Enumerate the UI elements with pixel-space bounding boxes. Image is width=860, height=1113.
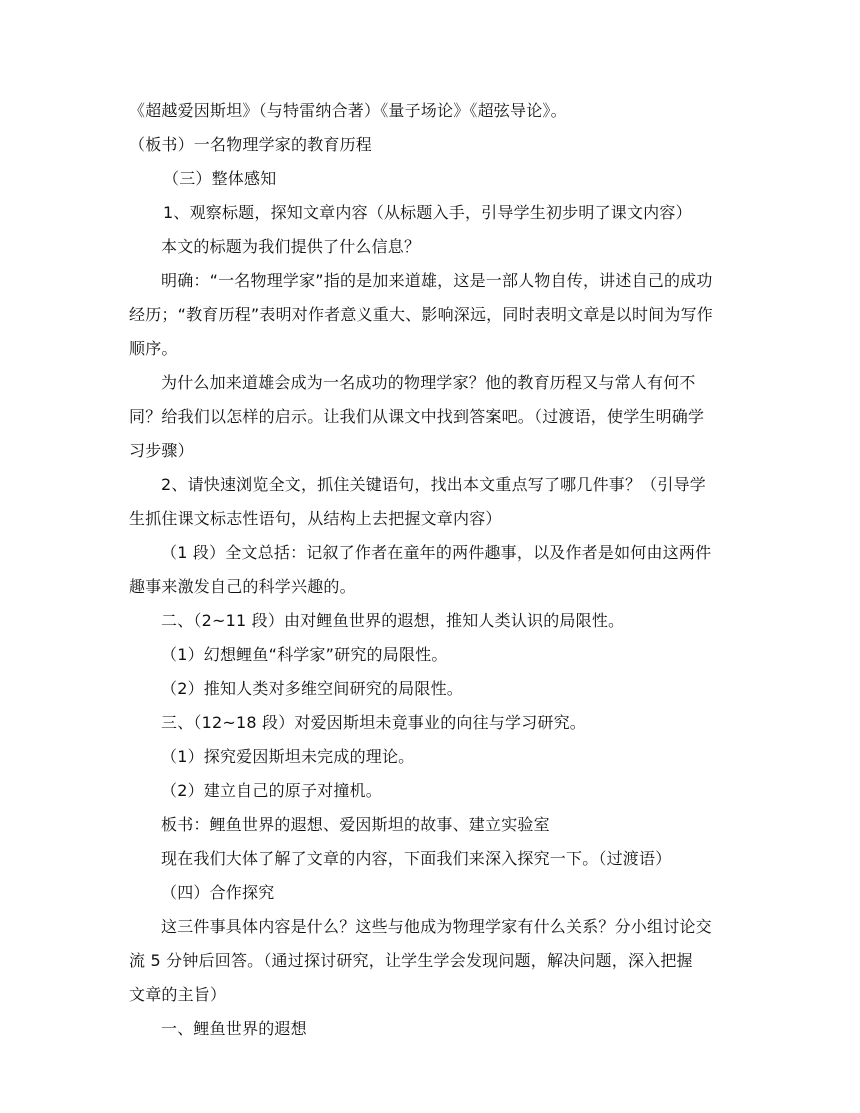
text-line: 板书：鲤鱼世界的遐想、爱因斯坦的故事、建立实验室 [161, 815, 550, 834]
text-line: 生抓住课文标志性语句，从结构上去把握文章内容） [129, 509, 502, 528]
text-line: 一、鲤鱼世界的遐想 [161, 1019, 307, 1038]
text-line: （1）幻想鲤鱼“科学家”研究的局限性。 [161, 645, 448, 664]
text-line: 《超越爱因斯坦》（与特雷纳合著）《量子场论》《超弦导论》。 [129, 101, 567, 120]
text-line: 1、观察标题，探知文章内容（从标题入手，引导学生初步明了课文内容） [163, 203, 692, 222]
text-line: 习步骤） [129, 441, 194, 460]
section-heading: （三）整体感知 [163, 169, 277, 188]
text-line: （2）推知人类对多维空间研究的局限性。 [161, 679, 463, 698]
text-line: （1）探究爱因斯坦未完成的理论。 [161, 747, 415, 766]
text-line: （板书）一名物理学家的教育历程 [129, 135, 373, 154]
text-line: 明确：“一名物理学家”指的是加来道雄，这是一部人物自传，讲述自己的成功 [161, 271, 713, 290]
text-line: 本文的标题为我们提供了什么信息？ [161, 237, 421, 256]
text-line: 三、（12~18 段）对爱因斯坦未竟事业的向往与学习研究。 [161, 713, 587, 732]
text-line: 趣事来激发自己的科学兴趣的。 [129, 577, 356, 596]
text-line: 同？给我们以怎样的启示。让我们从课文中找到答案吧。（过渡语，使学生明确学 [129, 407, 705, 426]
text-line: 顺序。 [129, 339, 178, 358]
text-line: 经历；“教育历程”表明对作者意义重大、影响深远，同时表明文章是以时间为写作 [129, 305, 713, 324]
text-line: （2）建立自己的原子对撞机。 [161, 781, 382, 800]
text-line: 现在我们大体了解了文章的内容，下面我们来深入探究一下。（过渡语） [161, 849, 672, 868]
text-line: 2、请快速浏览全文，抓住关键语句，找出本文重点写了哪几件事？（引导学 [161, 475, 706, 494]
text-line: 为什么加来道雄会成为一名成功的物理学家？他的教育历程又与常人有何不 [161, 373, 696, 392]
text-line: （1 段）全文总括：记叙了作者在童年的两件趣事，以及作者是如何由这两件 [161, 543, 712, 562]
text-line: 二、（2~11 段）由对鲤鱼世界的遐想，推知人类认识的局限性。 [161, 611, 625, 630]
text-line: 这三件事具体内容是什么？这些与他成为物理学家有什么关系？分小组讨论交 [161, 917, 712, 936]
text-line: 文章的主旨） [129, 985, 227, 1004]
text-line: 流 5 分钟后回答。（通过探讨研究，让学生学会发现问题，解决问题，深入把握 [129, 951, 693, 970]
section-heading: （四）合作探究 [161, 883, 275, 902]
